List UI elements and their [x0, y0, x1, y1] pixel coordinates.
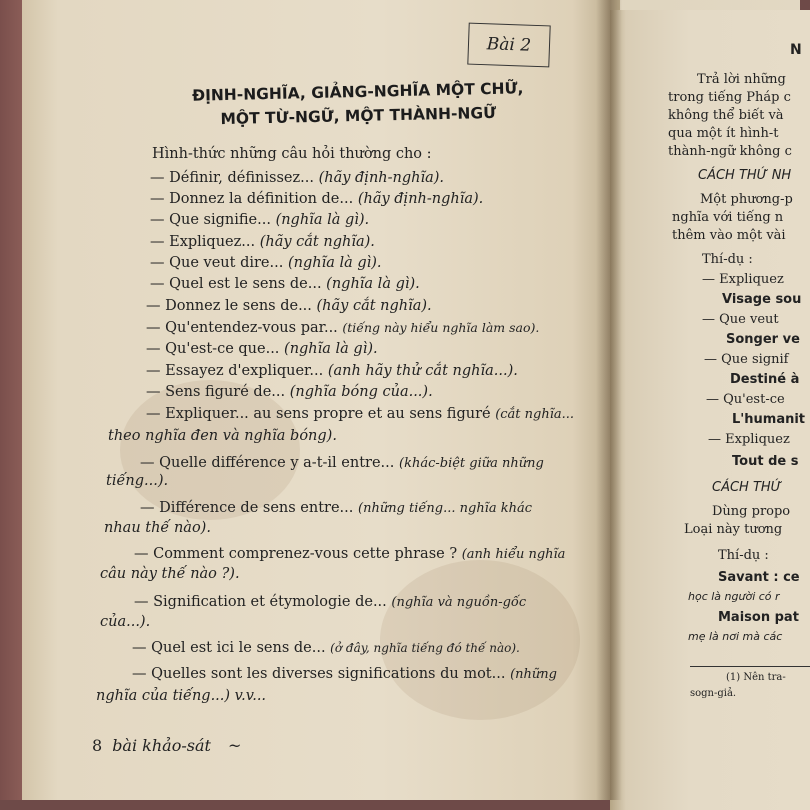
right-line: qua một ít hình-t	[668, 126, 779, 141]
right-line: trong tiếng Pháp c	[668, 90, 791, 105]
page-title	[178, 76, 539, 132]
right-example-label: Thí-dụ :	[718, 548, 769, 563]
page-stain	[120, 380, 300, 520]
right-section-heading: CÁCH THỨ NH	[698, 168, 792, 183]
right-example-gloss: mẹ là nơi mà các	[688, 630, 783, 643]
question-line: — Expliquer... au sens propre et au sens figuré (cắt nghĩa...	[146, 406, 575, 422]
right-example-word: Maison pat	[718, 610, 799, 625]
right-line: Một phương-p	[700, 192, 793, 207]
question-line: — Définir, définissez... (hãy định-nghĩa).	[150, 170, 445, 186]
page-footer	[92, 736, 241, 755]
question-line: — Quelle différence y a-t-il entre... (khác-biệt giữa những	[140, 455, 544, 471]
right-section-heading: CÁCH THỨ	[712, 480, 782, 495]
question-line: — Donnez la définition de... (hãy định-nghĩa).	[150, 191, 484, 207]
right-page-heading: N	[790, 42, 802, 58]
right-example-question: — Expliquez	[708, 432, 790, 447]
right-line: Trả lời những	[697, 72, 786, 87]
footnote: sogn-giả.	[690, 688, 737, 699]
question-line: — Que veut dire... (nghĩa là gì).	[150, 255, 382, 271]
title-line-2: MỘT TỪ-NGỮ, MỘT THÀNH-NGỮ	[220, 103, 497, 129]
right-line: thêm vào một vài	[672, 228, 786, 243]
question-continuation: của...).	[100, 614, 151, 630]
question-line: — Sens figuré de... (nghĩa bóng của...).	[146, 384, 433, 400]
question-line: — Expliquez... (hãy cắt nghĩa).	[150, 234, 375, 250]
right-example-answer: Songer ve	[726, 332, 800, 347]
right-example-label: Thí-dụ :	[702, 252, 753, 267]
right-line: nghĩa với tiếng n	[672, 210, 784, 225]
right-example-answer: Visage sou	[722, 292, 802, 307]
right-example-answer: Destiné à	[730, 372, 800, 387]
question-line: — Comment comprenez-vous cette phrase ? (anh hiểu nghĩa	[134, 546, 566, 562]
right-example-question: — Que veut	[702, 312, 779, 327]
right-line: Dùng propo	[712, 504, 791, 519]
question-line: — Quel est le sens de... (nghĩa là gì).	[150, 276, 420, 292]
question-continuation: nghĩa của tiếng...) v.v...	[96, 688, 267, 704]
question-line: — Donnez le sens de... (hãy cắt nghĩa).	[146, 298, 432, 314]
footnote-rule	[690, 666, 810, 667]
question-line: — Essayez d'expliquer... (anh hãy thử cắt nghĩa...).	[146, 363, 518, 379]
question-line: — Signification et étymologie de... (nghĩa và nguồn-gốc	[134, 594, 527, 610]
book-spine	[596, 0, 622, 800]
right-line: Loại này tương	[684, 522, 783, 537]
question-line: — Que signifie... (nghĩa là gì).	[150, 212, 370, 228]
intro-text: Hình-thức những câu hỏi thường cho :	[152, 146, 432, 162]
right-example-answer: L'humanit	[732, 412, 806, 427]
question-continuation: tiếng...).	[106, 473, 169, 489]
question-line: — Qu'entendez-vous par... (tiếng này hiểu nghĩa làm sao).	[146, 320, 540, 336]
question-continuation: theo nghĩa đen và nghĩa bóng).	[108, 428, 337, 444]
page-number: 8	[92, 736, 103, 755]
right-example-word: Savant : ce	[718, 570, 800, 585]
right-example-question: — Expliquez	[702, 272, 784, 287]
question-line: — Qu'est-ce que... (nghĩa là gì).	[146, 341, 378, 357]
right-example-gloss: học là người có r	[688, 590, 780, 603]
lesson-label: Bài 2	[486, 34, 532, 56]
right-line: không thể biết và	[668, 108, 784, 123]
question-line: — Quel est ici le sens de... (ở đây, nghĩa tiếng đó thế nào).	[132, 640, 520, 656]
right-example-question: — Qu'est-ce	[706, 392, 785, 407]
book-title: bài khảo-sát	[112, 736, 211, 755]
right-example-question: — Que signif	[704, 352, 789, 367]
question-continuation: câu này thế nào ?).	[100, 566, 240, 582]
question-line: — Différence de sens entre... (những tiếng... nghĩa khác	[140, 500, 533, 516]
right-example-answer: Tout de s	[732, 454, 799, 469]
question-continuation: nhau thế nào).	[104, 520, 211, 536]
right-line: thành-ngữ không c	[668, 144, 792, 159]
lesson-label-box	[467, 23, 550, 68]
footnote: (1) Nên tra-	[726, 672, 786, 683]
question-line: — Quelles sont les diverses significations du mot... (những	[132, 666, 557, 682]
title-line-1: ĐỊNH-NGHĨA, GIẢNG-NGHĨA MỘT CHỮ,	[191, 79, 524, 105]
footer-mark: ~	[228, 736, 242, 755]
